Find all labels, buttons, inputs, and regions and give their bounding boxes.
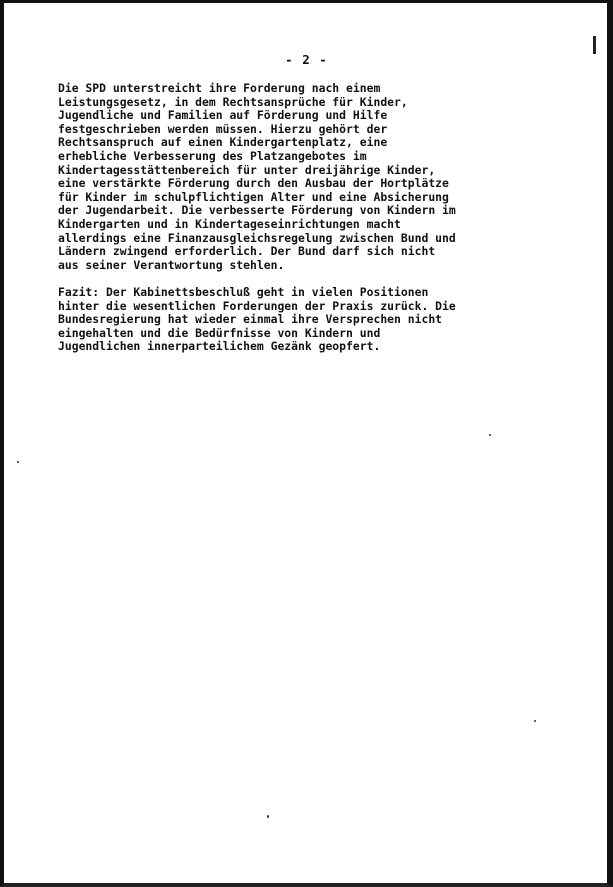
text-line: der Jugendarbeit. Die verbesserte Förderung von Kindern im <box>58 203 456 218</box>
text-line: Fazit: Der Kabinettsbeschluß geht in vielen Positionen <box>58 284 429 299</box>
text-line: Kindergarten und in Kindertageseinrichtungen macht <box>58 216 401 231</box>
text-line: Rechtsanspruch auf einen Kindergartenplatz, eine <box>58 135 388 150</box>
text-line: eingehalten und die Bedürfnisse von Kindern und <box>58 325 381 340</box>
text-line: hinter die wesentlichen Forderungen der Praxis zurück. Die <box>58 298 456 313</box>
scan-speck <box>489 434 491 436</box>
paragraph-fazit <box>58 286 598 354</box>
scan-speck <box>534 720 536 722</box>
text-line: Kindertagesstättenbereich für unter dreijährige Kinder, <box>58 162 436 177</box>
text-line: festgeschrieben werden müssen. Hierzu gehört der <box>58 121 388 136</box>
text-line: erhebliche Verbesserung des Platzangebotes im <box>58 148 367 163</box>
margin-mark <box>593 36 596 54</box>
page-number: - 2 - <box>285 52 328 67</box>
text-line: Ländern zwingend erforderlich. Der Bund darf sich nicht <box>58 244 436 259</box>
text-line: Bundesregierung hat wieder einmal ihre Versprechen nicht <box>58 312 443 327</box>
text-line: Leistungsgesetz, in dem Rechtsansprüche für Kinder, <box>58 94 408 109</box>
scan-speck <box>267 815 269 818</box>
paragraph-leistungsgesetz <box>58 82 598 272</box>
text-line: für Kinder im schulpflichtigen Alter und eine Absicherung <box>58 189 449 204</box>
text-line: Die SPD unterstreicht ihre Forderung nach einem <box>58 81 381 95</box>
document-body <box>58 82 598 367</box>
scan-speck <box>17 461 19 463</box>
text-line: Jugendlichen innerparteilichem Gezänk geopfert. <box>58 339 381 354</box>
text-line: aus seiner Verantwortung stehlen. <box>58 257 285 272</box>
text-line: allerdings eine Finanzausgleichsregelung zwischen Bund und <box>58 230 456 245</box>
text-line: Jugendliche und Familien auf Förderung und Hilfe <box>58 108 388 123</box>
text-line: eine verstärkte Förderung durch den Ausbau der Hortplätze <box>58 176 449 191</box>
